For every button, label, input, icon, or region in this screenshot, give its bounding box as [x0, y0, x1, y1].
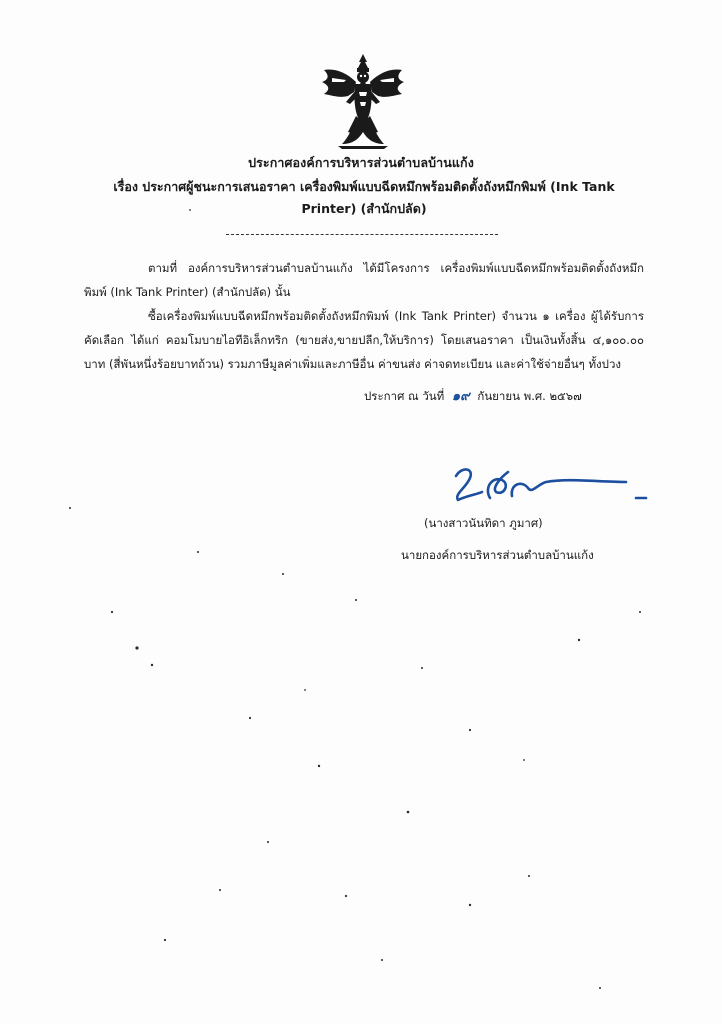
signature-mark: [448, 458, 648, 508]
subject-line: เรื่อง ประกาศผู้ชนะการเสนอราคา เครื่องพิมพ์แบบฉีดหมึกพร้อมติดตั้งถังหมึกพิมพ์ (Ink Tank Printer) (สำนักปลัด): [113, 179, 615, 216]
body-paragraph-2: ซื้อเครื่องพิมพ์แบบฉีดหมึกพร้อมติดตั้งถังหมึกพิมพ์ (Ink Tank Printer) จำนวน ๑ เครื่อง ผู้ได้รับการคัดเลือก ได้แก่ คอมโมบายไอทีอิเล็กทริก (ขายส่ง,ขายปลีก,ให้บริการ) โดยเสนอราคา เป็นเงินทั้งสิ้น ๔,๑๐๐.๐๐ บาท (สี่พันหนึ่งร้อยบาทถ้วน) รวมภาษีมูลค่าเพิ่มและภาษีอื่น ค่าขนส่ง ค่าจดทะเบียน และค่าใช้จ่ายอื่นๆ ทั้งปวง: [84, 309, 644, 371]
announcement-date-line: [364, 385, 582, 406]
divider: [226, 234, 498, 235]
garuda-emblem-icon: [318, 52, 408, 150]
announcement-title: ประกาศองค์การบริหารส่วนตำบลบ้านแก้ง: [248, 155, 474, 170]
signer-position: นายกองค์การบริหารส่วนตำบลบ้านแก้ง: [401, 548, 594, 562]
handwritten-day: ๑๙: [451, 389, 470, 404]
signer-name: (นางสาวนันทิดา ภูมาศ): [424, 516, 543, 530]
announcement-prefix: ประกาศ ณ วันที่: [364, 389, 445, 403]
announcement-month-year: กันยายน พ.ศ. ๒๕๖๗: [477, 389, 582, 403]
body-paragraph-1: ตามที่ องค์การบริหารส่วนตำบลบ้านแก้ง ได้มีโครงการ เครื่องพิมพ์แบบฉีดหมึกพร้อมติดตั้งถังหมึกพิมพ์ (Ink Tank Printer) (สำนักปลัด) นั้น: [84, 261, 644, 299]
